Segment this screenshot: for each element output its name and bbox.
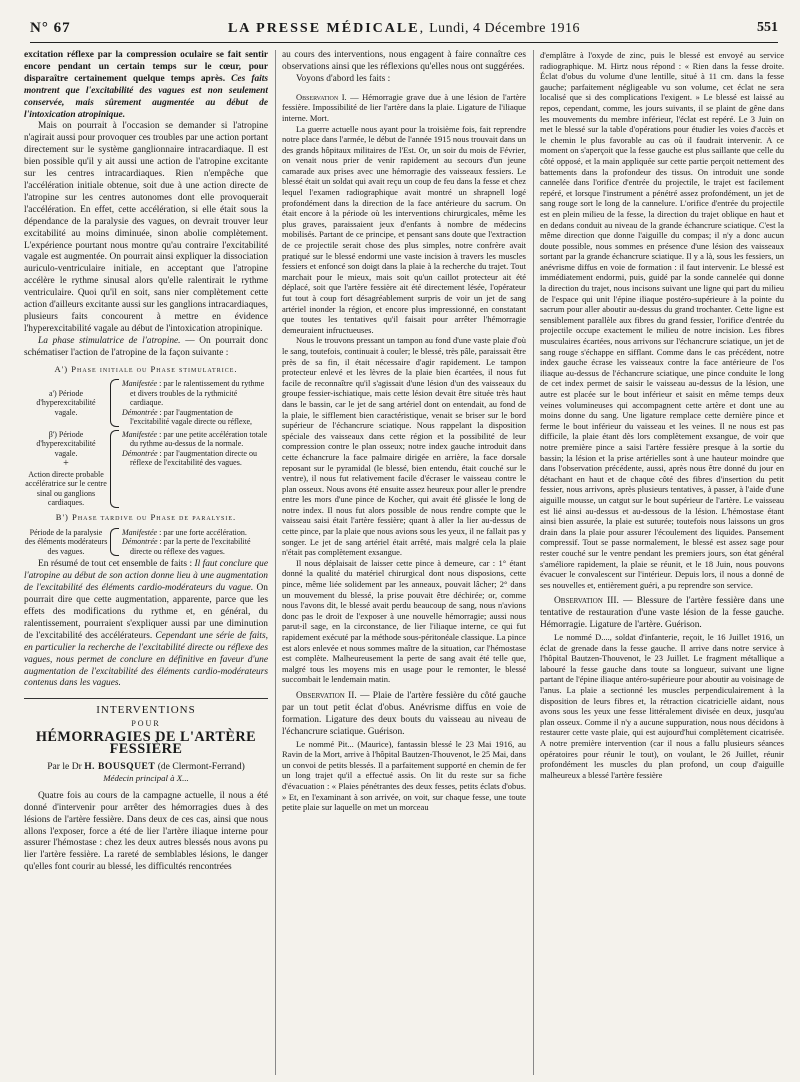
schema-left: Période de la paralysie des éléments modérateurs des vagues.	[24, 527, 108, 556]
schema-right: Manifestée : par le ralentissement du rythme et divers troubles de la rythmicité cardiaque. Démontrée : par l'augmentation de l'excitabilité vagale directe ou réflexe,	[122, 379, 265, 427]
page-number: 551	[757, 20, 778, 35]
observation-heading: Observation I. — Hémorragie grave due à une lésion de l'artère fessière. Impossibilité de lier l'artère dans la plaie. Ligature de l'iliaque interne. Mort.	[282, 91, 526, 123]
paragraph: Le nommé D...., soldat d'infanterie, reçoit, le 16 Juillet 1916, un éclat de grenade dans la fesse gauche. Il arrive dans notre service à l'hôpital Bautzen-Thouvenot, le 23 Juillet. Le fragment métallique a labouré la fesse gauche dans toute sa longueur, suivant une ligne partant de l'épine iliaque antéro-supérieure pour aboutir au voisinage de l'anus. La plaie a sectionné les muscles perpendiculairement à la disposition de leurs fibres et, la rétraction cicatricielle aidant, nous avons sous les yeux une fesse littéralement divisée en deux, jusqu'au plan osseux. Comme il n'y a aucune suppuration, nous nous décidons à restaurer cette vaste plaie, qui est aujourd'hui complètement cicatrisée. A notre première intervention (car il nous a fallu plusieurs séances opératoires pour réunir le tout), on voulant, le 26 Juillet, réunir profondément les muscles du plan profond, un coup d'aiguille malheureux a blessé l'artère fessière	[540, 632, 784, 780]
column-1	[24, 50, 268, 1075]
paragraph: excitation réflexe par la compression oculaire se fait sentir encore pendant un certain temps sur le cœur, pour disparaître certainement quelque temps après. Ces faits montrent que l'excitabilité des vagues est non seulement conservée, mais sûrement augmentée au début de l'intoxication atropinique.	[24, 50, 268, 120]
brace	[110, 528, 119, 557]
section-divider	[24, 698, 268, 699]
schema-right: Manifestée : par une forte accélération. Démontrée : par la perte de l'excitabilité directe ou réflexe des vagues.	[122, 527, 251, 556]
schema-b	[24, 430, 268, 508]
author-rank: Médecin principal à X...	[103, 772, 189, 783]
article-title-line2: POUR	[131, 719, 161, 729]
brace	[110, 430, 119, 508]
paragraph: d'emplâtre à l'oxyde de zinc, puis le blessé est envoyé au service radiographique. M. Hirtz nous répond : « Rien dans la fesse droite. Éclat d'obus du volume d'une lentille, situé à 11 cm. dans la fesse gauche; parfaitement négligeable vu son volume, cet éclat ne sera localisé que si des complications l'exigent. » Le blessé est laissé au repos, cependant, comme, les jours suivants, il se plaint de gêne dans les mouvements du membre inférieur, l'éclat est repéré. Le 3 Juin on met le blessé sur la table d'opérations pour étudier les voies d'accès et le chemin le plus favorable au cas où il faudrait intervenir. A ce moment on s'aperçoit que la fesse gauche est plus saillante que celle du côté opposé, et la main appliquée sur cette partie perçoit nettement des battements dans la profondeur des tissus. On introduit une sonde cannelée dans l'orifice d'entrée du projectile, le trajet est facilement repéré, et lorsque l'instrument a pénétré assez profondément, un jet de sang rouge sort le long de la cannelure. L'orifice d'entrée du projectile est en plein milieu de la fesse, la direction du trajet oblique en haut et en dedans conduit au niveau de la grande échancrure sciatique. C'est la même direction que donne l'aiguille du compas; il n'y a donc aucun doute possible, nous sommes en présence d'une lésion des vaisseaux sortant par la grande échancrure sciatique. Il y a là, sous les fessiers, un anévrisme diffus en voie de formation : il faut intervenir. Le blessé est immédiatement endormi, puis, guidé par la sonde cannelée qui donne la direction du trajet, nous incisons suivant une ligne qui part du milieu de l'espace qui unit l'épine iliaque postéro-supérieure à la pointe du sacrum pour aller aboutir au-dessus du grand trochanter. Cette ligne est sensiblement parallèle aux fibres du grand fessier, l'orifice d'entrée du projectile occupe exactement le milieu de notre incision. Les fibres musculaires écartées, nous arrivons sur l'échancrure sciatique, un jet de sang rouge s'échappe en sifflant. Comme dans le cas précédent, notre index gauche écrase les vaisseaux contre la face antérieure de l'os iliaque au-dessus de l'échancrure sciatique, une pince conduite le long de cet index permet de saisir le vaisseau au-dessus de la lésion, une autre est placée sur le bout inférieur et saisit en même temps deux veines volumineuses qui accompagnent cette artère et dont une au moins donne du sang. Une ligature remplace cette dernière pince et ferme le bout inférieur du vaisseau et les veines. Il ne nous est pas difficile, la plaie étant dès lors complètement exsangue, de voir que notre première pince a saisi l'artère fessière presque à la sortie du bassin; la lésion et la prise artérielles sont à une hauteur moindre que dans l'observation précédente, aussi, après nous être donné du jour en détachant en haut et de chaque côté des fibres d'insertion du petit fessier, nous arrivons, après plusieurs tentatives, à passer, à l'aide d'une aiguille mousse, un catgut sur le bout supérieur de l'artère. Le vaisseau est lié ainsi au-dessus et au-dessous de la lésion. L'hémostase étant ainsi bien assurée, la plaie est suturée; toutefois nous laissons un gros drain dans la plaie pour assurer l'écoulement des liquides. Pansement compressif. Tout se passe normalement, le blessé est assez sage pour rester couché sur le ventre pendant les premiers jours, son état général s'améliore rapidement, la plaie se réunit, et le 18 Juin, nous pouvons évacuer le convalescent sur l'intérieur. Depuis lors, il nous a donné de ses nouvelles et, entièrement guéri, a pu reprendre son service.	[540, 50, 784, 590]
schema-left: β') Période d'hyperexcitabilité vagale. + Action directe probable accélératrice sur le centre sinal ou ganglions cardiaques.	[25, 429, 107, 508]
journal-name: LA PRESSE MÉDICALE	[227, 21, 420, 36]
byline: Par le Dr H. BOUSQUET (de Clermont-Ferrand)	[47, 760, 245, 772]
paragraph: La guerre actuelle nous ayant pour la troisième fois, fait reprendre notre place dans l'armée, le début de l'année 1915 nous trouvait dans un des grands hôpitaux militaires de l'Est. Or, un soir du mois de Février, on venait nous prier de venir rapidement au secours d'un jeune camarade aux prises avec une hémorragie des vaisseaux fessiers. Le blessé était un soldat qui avait reçu un coup de feu dans la fesse et chez lequel l'examen radiographique avait montré un shrapnell logé profondément dans la direction de la face antérieure du sacrum. On était encore à la période où les interventions chirurgicales, même les plus graves, paraissaient jeux d'enfants à nombre de médecins mobilisés. Partant de ce principe, et pensant sans doute que l'extraction de ce projectile serait chose des plus simples, notre confrère avait pratiqué sur le blessé endormi une vaste incision à travers les muscles fessiers et enfoncé son doigt dans la plaie à la recherche du trajet. Tout marchait pour le mieux, mais soit qu'un caillot protecteur ait été déplacé, soit que l'artère fessière ait été directement lésée, l'opérateur fut tout à coup fort désagréablement surpris de voir un jet de sang artériel inonder la région, et encore plus impressionné, en constatant que toutes les tentatives qu'il faisait pour arrêter l'hémorragie demeuraient infructueuses.	[282, 123, 526, 335]
paragraph: au cours des interventions, nous engagent à faire connaître ces observations ainsi que les réflexions qu'elles nous ont suggérées.	[282, 50, 526, 72]
paragraph: Quatre fois au cours de la campagne actuelle, il nous a été donné d'intervenir pour arrêter des hémorragies dues à des lésions de l'artère fessière. Dans deux de ces cas, ainsi que nous allons l'exposer, force a été de lier l'artère iliaque interne pour assurer l'hémostase : chez les deux autres blessés nous avons pu lier l'artère fessière. La rareté de semblables lésions, le danger qu'elles font courir au blessé, les difficultés rencontrées	[24, 790, 268, 873]
paragraph: Voyons d'abord les faits :	[296, 73, 391, 84]
phase-a-title: A') Phase initiale ou Phase stimulatrice.	[54, 363, 238, 374]
article-title: HÉMORRAGIES DE L'ARTÈRE FESSIÈRE	[35, 729, 257, 758]
brace	[110, 379, 119, 427]
paragraph: Nous le trouvons pressant un tampon au fond d'une vaste plaie d'où le sang, toutefois, continuait à couler; le blessé, très pâle, paraissait être près de sa fin, il était nécessaire d'agir rapidement. Le tampon protecteur enlevé et les lèvres de la plaie bien écartées, il nous fut facile de reconnaître qu'il s'agissait d'une lésion d'un des vaisseaux du groupe fessier-ischiatique, mais cette lésion devait être située très haut dans le bassin, car le jet de sang artériel dont on entendait, au fond de la plaie, le sifflement bien caractéristique, venait se briser sur le bord supérieur de l'échancrure sciatique. Nous rappelant la disposition spéciale des vaisseaux dans cette région et la possibilité de leur compression contre le plan osseux; notre index gauche introduit dans cette échancrure la face palmaire dirigée en arrière, la face dorsale reposant sur le pyramidal (le blessé, bien entendu, était couché sur le ventre), il nous fut relativement facile d'écraser le vaisseau contre le plan osseux. Nous avons été ensuite assez heureux pour aller le prendre entre les mors d'une pince de Kocher, qui avait été glissée le long de notre index. Il nous fut alors possible de nous rendre compte que le vaisseau saisi était l'artère fessière; quant à aller la lier au-dessus de cette pince, par la plaie que nous avions sous les yeux, il ne fallait pas y songer. Le jet de sang artériel était arrêté, mais malgré cela la plaie n'était pas complètement exsangue.	[282, 335, 526, 558]
schema-a	[24, 379, 268, 427]
issue-number: N° 67	[30, 20, 71, 36]
page-header	[30, 18, 778, 43]
running-title: LA PRESSE MÉDICALE, Lundi, 4 Décembre 1916	[227, 21, 581, 36]
schema-left: a') Période d'hyperexcitabilité vagale.	[36, 388, 96, 417]
column-3	[540, 50, 784, 1075]
column-rule	[533, 50, 534, 1075]
article-title-line1: INTERVENTIONS	[96, 704, 196, 717]
column-rule	[275, 50, 276, 1075]
paragraph: Le nommé Pit... (Maurice), fantassin blessé le 23 Mai 1916, au Ravin de la Mort, arrive à l'hôpital Bautzen-Thouvenot, le 25 Mai, dans un convoi de petits blessés. Il a parfaitement supporté en chemin de fer un long trajet qu'il a effectué assis. On lit du reste sur sa fiche d'évacuation : « Plaies pénétrantes des deux fesses, petits éclats d'obus. » Et, en l'examinant à son arrivée, on voit, sur chaque fesse, une toute petite plaie sur laquelle on met un morceau	[282, 738, 526, 813]
column-2	[282, 50, 526, 1075]
issue-date: Lundi, 4 Décembre 1916	[429, 21, 581, 36]
phase-b-title: B') Phase tardive ou Phase de paralysie.	[55, 511, 237, 522]
paragraph: La phase stimulatrice de l'atropine. — On pourrait donc schématiser l'action de l'atropine de la façon suivante :	[24, 335, 268, 358]
paragraph: Mais on pourrait à l'occasion se demander si l'atropine n'agirait aussi pour provoquer ces troubles par une action portant directement sur le système ganglionnaire intracardiaque. Il est bien possible qu'il y ait aussi une action de l'atropine excitante sur les centres intracardiaques. Rien n'empêche que l'accélération initiale obtenue, soit due à une action directe de l'atropine sur les centres autonomes dont elle provoquerait l'accélération. En effet, cette accélération, si elle était sous la dépendance de la paralysie des vagues, on devrait trouver leur excitabilité au moins diminuée, sinon abolie complètement. L'expérience pourtant nous montre qu'au contraire l'excitabilité vagale est augmentée. On pourrait ainsi expliquer la dissociation auriculo-ventriculaire initiale, en acceptant que l'atropine accélère le rythme sinusal alors qu'elle ralentirait le rythme ventriculaire. Quoi qu'il en soit, sans nier complètement cette action d'ailleurs excitante aussi sur les ganglions intracardiaques, plusieurs faits concourent à mettre en évidence l'hyperexcitabilité vagale au début de l'intoxication atropinique.	[24, 121, 268, 334]
observation-heading: Observation III. — Blessure de l'artère fessière dans une tentative de restauration d'une vaste lésion de la fesse gauche. Hémorragie. Ligature de l'artère. Guérison.	[540, 596, 784, 631]
paragraph: En résumé de tout cet ensemble de faits : Il faut conclure que l'atropine au début de son action donne lieu à une augmentation de l'excitabilité des éléments cardio-modérateurs du vague. On pourrait dire que cette augmentation, apparente, parce que les effets des modifications du rythme et, en général, du ralentissement, pourraient s'expliquer aussi par une diminution de l'excitabilité des accélérateurs. Cependant une série de faits, en particulier la recherche de l'excitabilité directe ou réflexe des vagues, nous permet de conclure en définitive en faveur d'une augmentation de l'excitabilité des éléments cardio-modérateurs contenus dans les vagues.	[24, 559, 268, 689]
schema-right: Manifestée : par une petite accélération totale du rythme au-dessus de la normale. Démontrée : par l'augmentation directe ou réflexe de l'excitabilité des vagues.	[122, 429, 268, 468]
paragraph: Il nous déplaisait de laisser cette pince à demeure, car : 1° étant donné la qualité du matériel chirurgical dont nous disposions, cette pince, même liée solidement par les anneaux, pouvait lâcher; 2° dans un mouvement du blessé, la prise pouvait être déchirée; or, comme nous l'avons dit, le blessé avait perdu beaucoup de sang, nous n'avions donc pas le droit de l'exposer à une nouvelle hémorragie; aussi nous parut-il sage, en la circonstance, de lier l'iliaque interne, ce qui fut rapidement exécuté par la méthode sous-péritonéale classique. La pince est alors enlevée et nous sommes maître de la situation, car l'hémostase est complète. Malheureusement la perte de sang avait été telle que, malgré tous les moyens mis en usage pour le remonter, le blessé succombait le lendemain matin.	[282, 557, 526, 685]
observation-heading: Observation II. — Plaie de l'artère fessière du côté gauche par un tout petit éclat d'obus. Anévrisme diffus en voie de formation. Ligature des deux bouts du vaisseau au niveau de l'échancrure sciatique. Guérison.	[282, 690, 526, 737]
schema-c	[24, 528, 268, 557]
author-name: H. BOUSQUET	[84, 760, 156, 772]
